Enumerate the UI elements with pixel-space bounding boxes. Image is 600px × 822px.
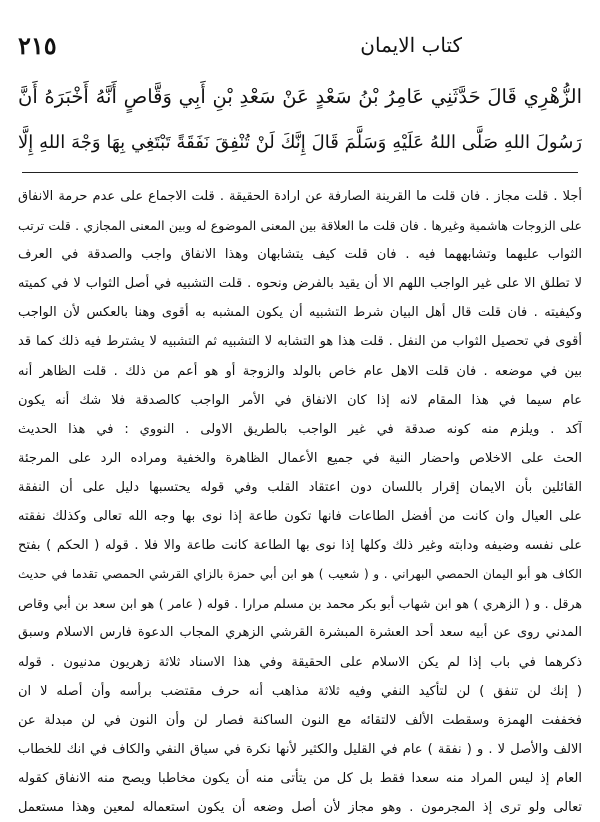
commentary-line: الحث على الاخلاص واحضار النية في جميع الأعمال الظاهرة والخفية ومراده الرد على المرجئة xyxy=(18,450,582,466)
commentary-line: على نفسه وضيفه ودابته وغير ذلك وكلها إذا نوى بها الطاعة كانت طاعة والا فلا . قوله ( الحكم ) بفتح xyxy=(18,538,582,554)
commentary-line: القائلين بأن الايمان إقرار باللسان دون اعتقاد القلب وفي قوله يحتسبها دليل على أن النفقة xyxy=(18,479,582,495)
hadith-line: الزُّهْرِي قَالَ حَدَّثَنِي عَامِرُ بْنُ سَعْدٍ عَنْ سَعْدِ بْنِ أَبِي وَقَّاصٍ أَنَّهُ أَخْبَرَهُ أَنَّ xyxy=(18,85,582,108)
commentary-line: عام سيما في هذا المقام لانه إذا كان الانفاق في الأمر الواجب كالصدقة فلا شك أنه يكون xyxy=(18,392,582,408)
hadith-line: رَسُولَ اللهِ صَلَّى اللهُ عَلَيْهِ وَسَلَّمَ قَالَ إِنَّكَ لَنْ تُنْفِقَ نَفَقَةً تَبْتَغِي بِهَا وَجْهَ اللهِ إِلَّا xyxy=(18,132,582,153)
commentary-line: آكد . ويلزم منه كونه صدقة في غير الواجب بالطريق الاولى . النووي : في هذا الحديث xyxy=(18,421,582,437)
commentary-line: أقوى في تحصيل الثواب من النفل . قلت هذا هو التشابه لا التشبيه ثم التشبيه لا يشترط فيه ذلك كما قد xyxy=(18,334,582,350)
commentary-text xyxy=(18,182,582,822)
hadith-text xyxy=(18,74,582,166)
commentary-line: بين في موضعه . فان قلت الاهل عام خاص بالولد والزوجة أو هو أعم من ذلك . قلت الظاهر أنه xyxy=(18,363,582,379)
separator-rule xyxy=(22,172,578,173)
commentary-line: لا تطلق الا على غير الواجب اللهم الا أن يقيد بالفرض ونحوه . قلت التشبيه في أصل الثواب لا في كميته xyxy=(18,276,582,292)
commentary-line: المدني روى عن أبيه سعد أحد العشرة المبشرة القرشي الزهري المجاب الدعوة فارس الاسلام وسبق xyxy=(18,625,582,641)
commentary-line: وكيفيته . فان قلت قال أهل البيان شرط التشبيه أن يكون المشبه به أقوى وهنا بالعكس لأن الواجب xyxy=(18,305,582,321)
book-title: كتاب الايمان xyxy=(360,33,462,57)
commentary-line: العام إذ ليس المراد منه سعدا فقط بل كل من يتأتى منه أن يكون مخاطبا ويصح منه الانفاق كقوله xyxy=(18,770,582,786)
commentary-line: أجلا . قلت مجاز . فان قلت ما القرينة الصارفة عن ارادة الحقيقة . قلت الاجماع على عدم حرمة الانفاق xyxy=(18,189,582,204)
page-number: ٢١٥ xyxy=(18,30,57,60)
commentary-line: على الزوجات هاشمية وغيرها . فان قلت ما العلاقة بين المعنى الموضوع له وبين المعنى المجازي . قلت ترتب xyxy=(18,218,582,234)
commentary-line: هرقل . و ( الزهري ) هو ابن شهاب أبو بكر محمد بن مسلم مرارا . قوله ( عامر ) هو ابن سعد بن أبي وقاص xyxy=(18,596,582,612)
commentary-line: الكاف هو أبو اليمان الحمصي البهراني . و ( شعيب ) هو ابن أبي حمزة بالزاي القرشي الحمصي تقدما في حديث xyxy=(18,567,582,582)
commentary-line: تعالى ولو ترى إذ المجرمون . وهو مجاز لأن أصل وضعه أن يكون استعماله لمعين وهذا مستعمل xyxy=(18,799,582,815)
commentary-line: فخففت الهمزة وسقطت الألف لالتقائه مع النون الساكنة فصار لن وأن النون في لن مبدلة عن xyxy=(18,712,582,728)
page-header xyxy=(18,28,582,62)
commentary-line: الثواب عليهما وتشابههما فيه . فان قلت كيف يتشابهان وهذا الانفاق واجب والصدقة في العرف xyxy=(18,247,582,263)
commentary-line: على العيال وان كانت من أفضل الطاعات فانها تكون طاعة إذا نوى بها وجه الله تعالى وكذلك نفقته xyxy=(18,509,582,525)
commentary-line: ذكرهما في باب إذا لم يكن الاسلام على الحقيقة وفي هذا الاسناد ثلاثة زهريون مدنيون . قوله xyxy=(18,654,582,670)
commentary-line: الالف والأصل لا . و ( نفقة ) عام في القليل والكثير لأنها نكرة في سياق النفي والكاف في انك للخطاب xyxy=(18,741,582,757)
commentary-line: ( إنك لن تنفق ) لن لتأكيد النفي وفيه ثلاثة مذاهب أنه حرف مقتضب برأسه وأن أصله لا ان xyxy=(18,683,582,699)
